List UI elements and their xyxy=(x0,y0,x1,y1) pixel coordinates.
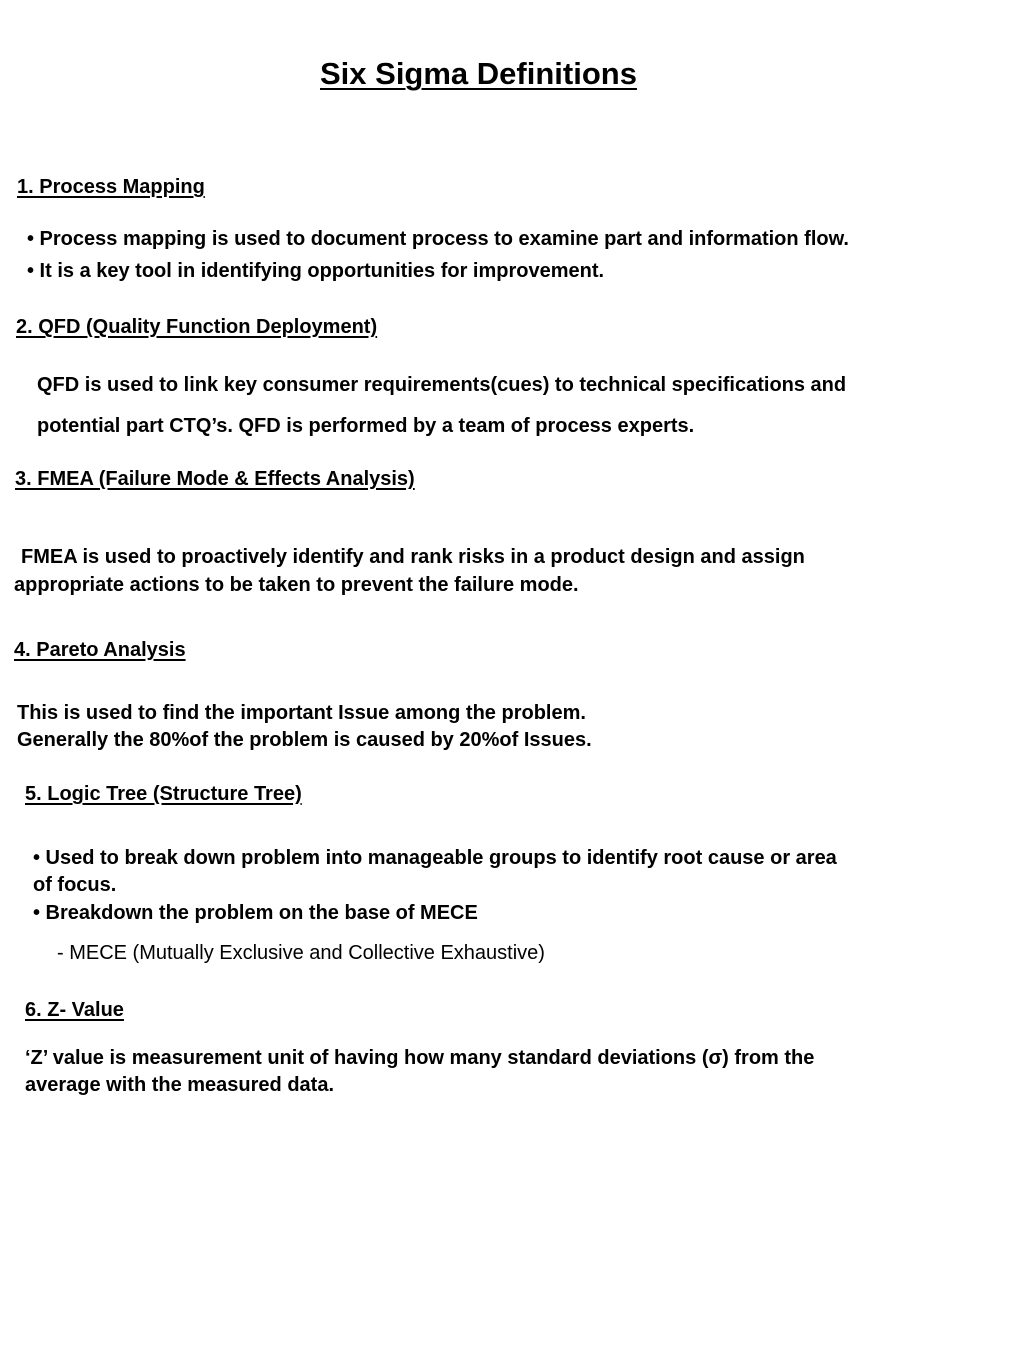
section-heading-z-value: 6. Z- Value xyxy=(25,999,124,1021)
logic-tree-bullet-1: • Used to break down problem into manageable groups to identify root cause or area xyxy=(33,847,837,869)
process-mapping-bullet-2: • It is a key tool in identifying opportunities for improvement. xyxy=(27,260,605,282)
logic-tree-bullet-2: • Breakdown the problem on the base of MECE xyxy=(33,902,478,924)
z-value-text-line-1: ‘Z’ value is measurement unit of having how many standard deviations (σ) from the xyxy=(25,1047,815,1069)
section-heading-process-mapping: 1. Process Mapping xyxy=(17,176,205,198)
logic-tree-bullet-1-continued: of focus. xyxy=(33,874,117,896)
pareto-text-line-1: This is used to find the important Issue among the problem. xyxy=(17,702,586,724)
qfd-text-line-1: QFD is used to link key consumer requirements(cues) to technical specifications and xyxy=(37,374,847,396)
fmea-text-line-1: FMEA is used to proactively identify and rank risks in a product design and assign xyxy=(21,546,805,568)
process-mapping-bullet-1: • Process mapping is used to document process to examine part and information flow. xyxy=(27,228,849,250)
fmea-text-line-2: appropriate actions to be taken to prevent the failure mode. xyxy=(14,574,579,596)
section-heading-logic-tree: 5. Logic Tree (Structure Tree) xyxy=(25,783,302,805)
section-heading-pareto: 4. Pareto Analysis xyxy=(14,639,186,661)
pareto-text-line-2: Generally the 80%of the problem is caused by 20%of Issues. xyxy=(17,729,592,751)
qfd-text-line-2: potential part CTQ’s. QFD is performed by a team of process experts. xyxy=(37,415,695,437)
section-heading-fmea: 3. FMEA (Failure Mode & Effects Analysis) xyxy=(15,468,415,490)
section-heading-qfd: 2. QFD (Quality Function Deployment) xyxy=(16,316,378,338)
mece-definition: - MECE (Mutually Exclusive and Collective Exhaustive) xyxy=(57,942,545,964)
z-value-text-line-2: average with the measured data. xyxy=(25,1074,335,1096)
page-title: Six Sigma Definitions xyxy=(320,56,637,91)
